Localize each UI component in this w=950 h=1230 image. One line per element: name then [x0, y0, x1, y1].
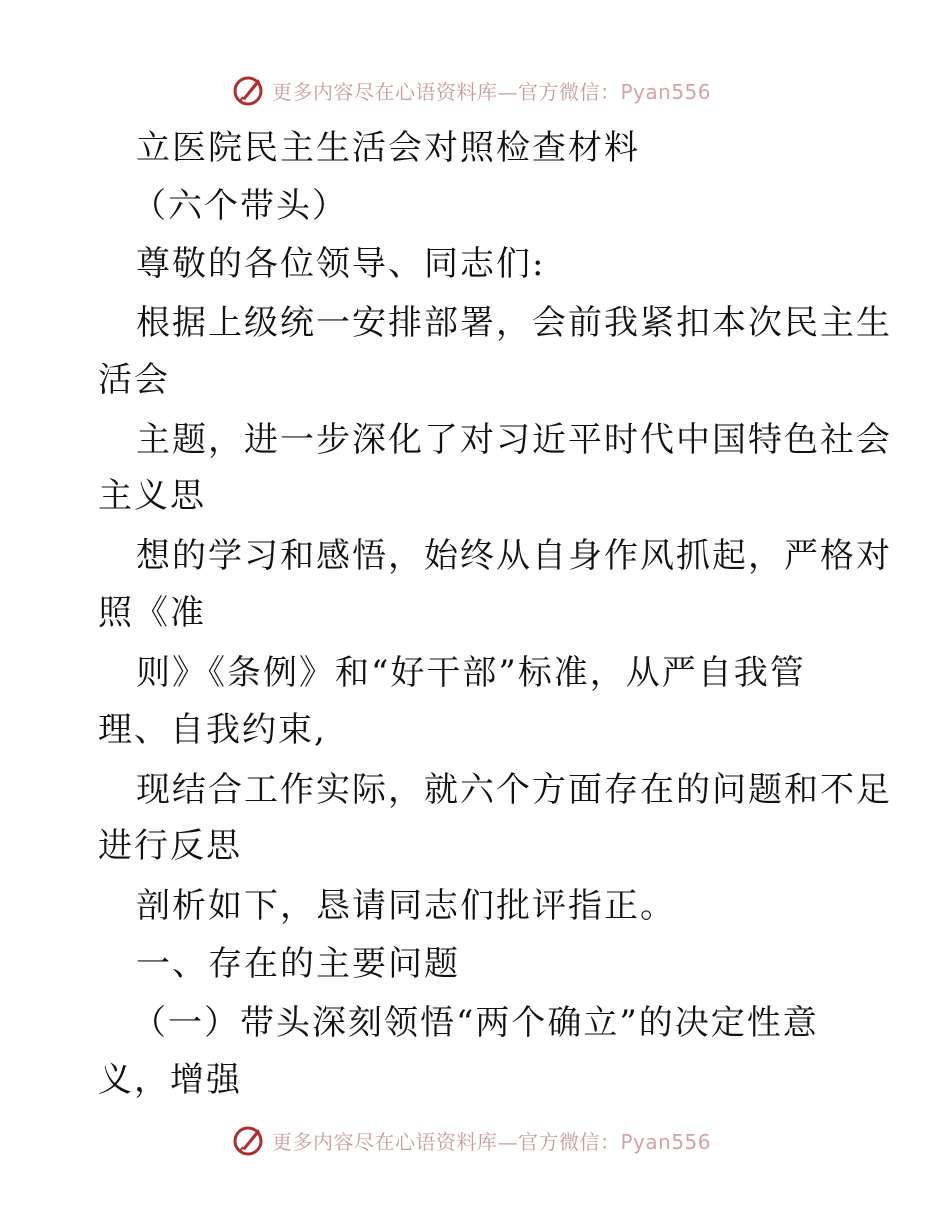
subsection-heading: （一）带头深刻领悟“两个确立”的决定性意: [132, 1003, 819, 1043]
paragraph-line: 照《准: [98, 593, 206, 633]
paragraph-line: 剖析如下，恳请同志们批评指正。: [136, 886, 676, 926]
watermark-site: 更多内容尽在心语资料库: [272, 1129, 498, 1154]
paragraph-line: 活会: [98, 360, 170, 400]
watermark-wechat-label: 官方微信：: [518, 79, 621, 104]
paragraph-line: 主义思: [98, 476, 206, 516]
paragraph-line: 理、自我约束,: [98, 710, 327, 750]
section-heading: 一、存在的主要问题: [136, 944, 460, 984]
document-title: 立医院民主生活会对照检查材料: [136, 128, 640, 168]
watermark-wechat-id: Pyan556: [620, 1129, 712, 1154]
paragraph-line: 根据上级统一安排部署，会前我紧扣本次民主生: [136, 303, 892, 343]
watermark-header: [232, 72, 752, 108]
watermark-site: 更多内容尽在心语资料库: [272, 79, 498, 104]
paragraph-line: 义，增强: [98, 1060, 242, 1100]
paragraph-line: 进行反思: [98, 826, 242, 866]
watermark-separator: —: [497, 79, 518, 104]
watermark-wechat-label: 官方微信：: [518, 1129, 621, 1154]
document-subtitle: （六个带头）: [132, 186, 348, 226]
paragraph-line: 主题，进一步深化了对习近平时代中国特色社会: [136, 420, 892, 460]
watermark-text: [272, 1126, 711, 1155]
quill-logo-icon: [232, 73, 266, 107]
paragraph-line: 现结合工作实际，就六个方面存在的问题和不足: [136, 770, 892, 810]
watermark-separator: —: [497, 1129, 518, 1154]
salutation: 尊敬的各位领导、同志们:: [136, 244, 546, 284]
paragraph-line: 想的学习和感悟，始终从自身作风抓起，严格对: [136, 536, 892, 576]
watermark-wechat-id: Pyan556: [620, 79, 712, 104]
paragraph-line: 则》《条例》和“好干部”标准，从严自我管: [136, 653, 806, 693]
watermark-footer: [232, 1122, 752, 1158]
quill-logo-icon: [232, 1123, 266, 1157]
watermark-text: [272, 76, 711, 105]
